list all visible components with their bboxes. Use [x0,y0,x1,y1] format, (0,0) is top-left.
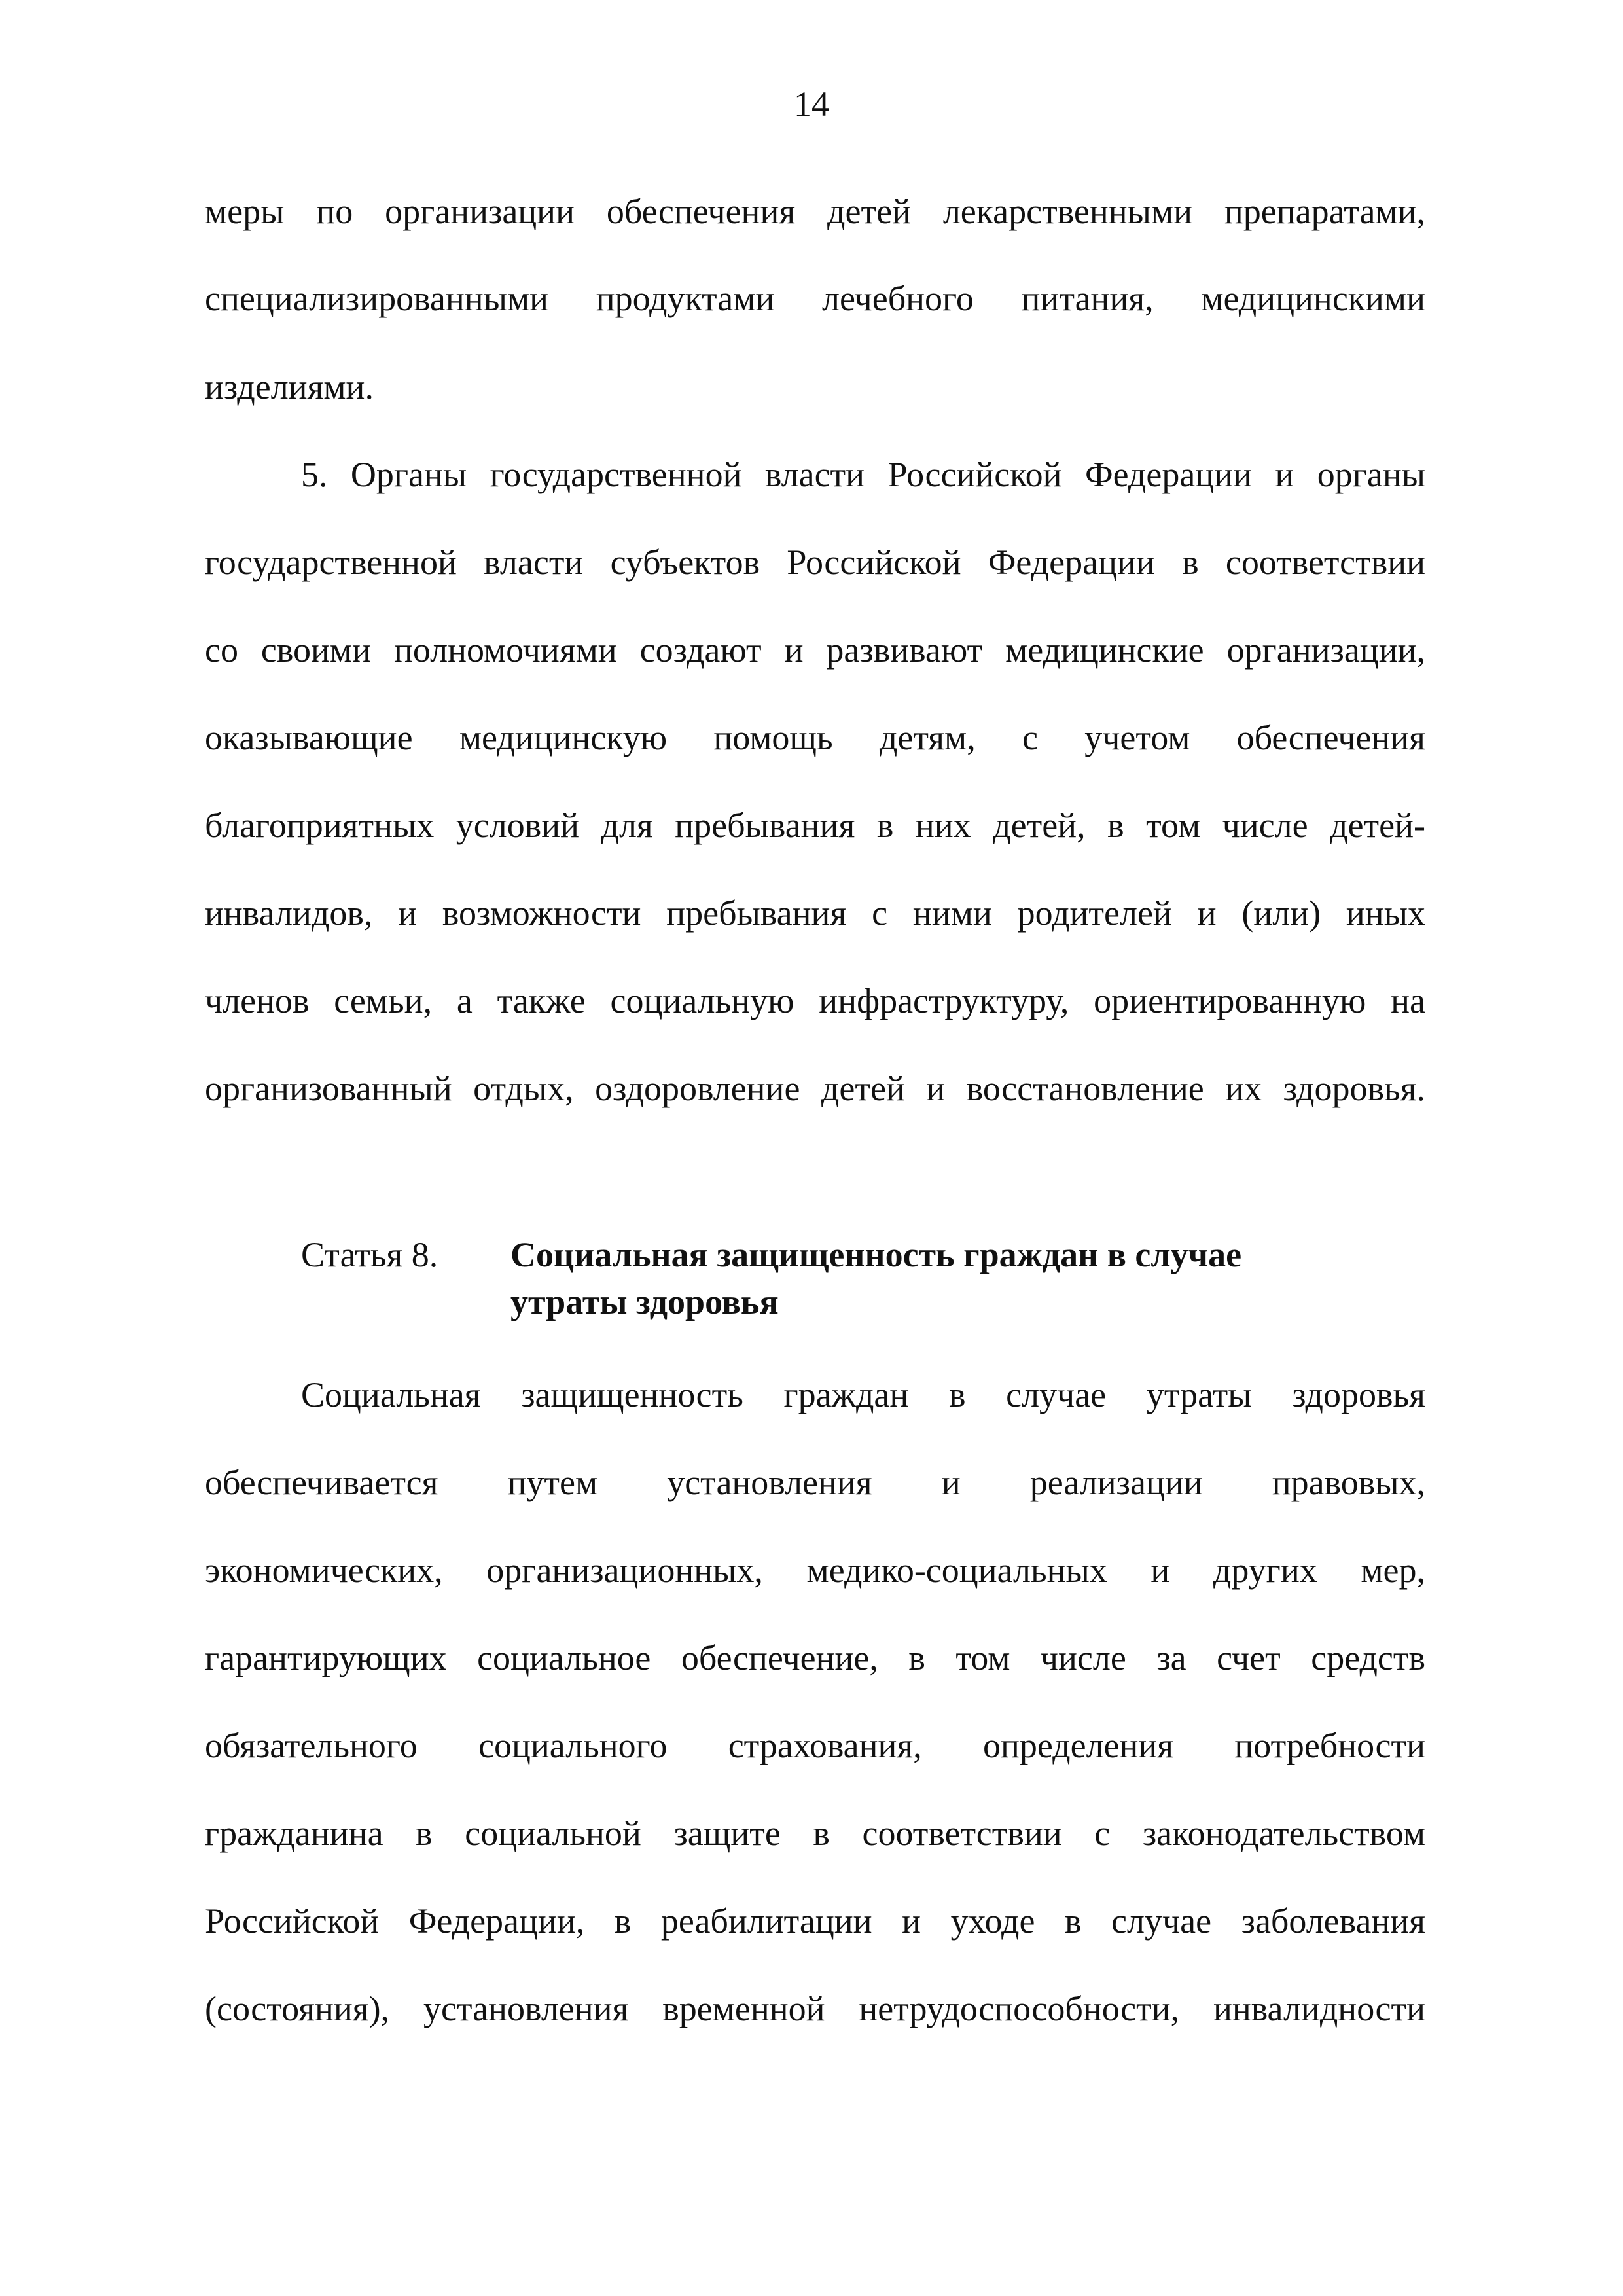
text-line: меры по организации обеспечения детей лекарственными препаратами, [205,192,1425,231]
text-line: инвалидов, и возможности пребывания с ними родителей и (или) иных [205,893,1425,933]
text-line: гражданина в социальной защите в соответствии с законодательством [205,1814,1425,1853]
text-line: со своими полномочиями создают и развивают медицинские организации, [205,630,1425,670]
text-line: государственной власти субъектов Российской Федерации в соответствии [205,543,1425,582]
text-line: организованный отдых, оздоровление детей и восстановление их здоровья. [205,1069,1425,1108]
article-title: утраты здоровья [510,1282,779,1321]
text-line: экономических, организационных, медико-социальных и других мер, [205,1551,1425,1590]
text-line: членов семьи, а также социальную инфраструктуру, ориентированную на [205,981,1425,1020]
text-line: обеспечивается путем установления и реализации правовых, [205,1463,1425,1502]
text-line: гарантирующих социальное обеспечение, в том числе за счет средств [205,1638,1425,1677]
text-line: благоприятных условий для пребывания в них детей, в том числе детей- [205,806,1425,845]
article-title: Социальная защищенность граждан в случае [510,1235,1242,1274]
text-line: оказывающие медицинскую помощь детям, с учетом обеспечения [205,718,1425,757]
text-line: Социальная защищенность граждан в случае утраты здоровья [301,1375,1425,1414]
text-line: обязательного социального страхования, определения потребности [205,1726,1425,1765]
text-line: Российской Федерации, в реабилитации и уходе в случае заболевания [205,1901,1425,1941]
text-line: (состояния), установления временной нетрудоспособности, инвалидности [205,1989,1425,2028]
article-label: Статья 8. [301,1235,438,1274]
text-line: 5. Органы государственной власти Российской Федерации и органы [301,455,1425,494]
text-line: изделиями. [205,367,374,406]
text-line: специализированными продуктами лечебного питания, медицинскими [205,279,1425,318]
page-number: 14 [794,84,829,124]
